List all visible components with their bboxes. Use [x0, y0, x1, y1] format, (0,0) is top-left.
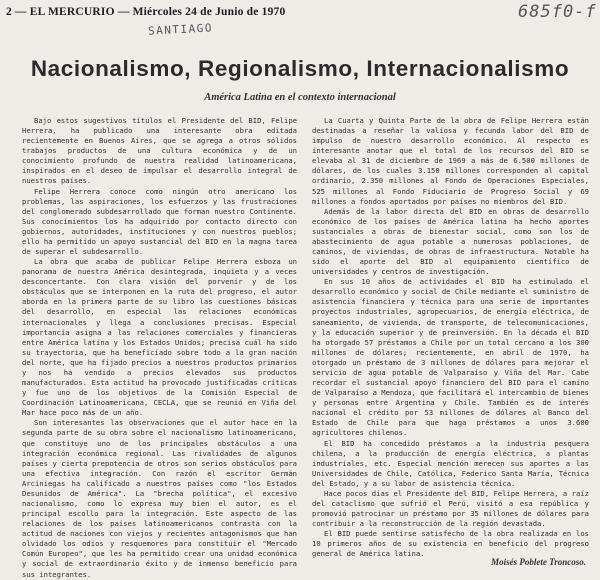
article-right-column: [312, 116, 589, 559]
newspaper-masthead: 2 — EL MERCURIO — Miércoles 24 de Junio de 1970: [6, 6, 286, 18]
paragraph: Bajo estos sugestivos títulos el Presidente del BID, Felipe Herrera, ha publicado una interesante obra editada recientemente en Buenos Aires, que se agrega a otros sólidos trabajos productos de una cultura económica y de un conocimiento profundo de nuestra realidad latinoamericana, inspirados en el deseo de impulsar el desarrollo integral de nuestros países.: [22, 116, 297, 186]
article-subtitle: América Latina en el contexto internacional: [204, 92, 396, 103]
paragraph: El BID puede sentirse satisfecho de la obra realizada en los 10 primeros años de su existencia en beneficio del progreso general de América latina.: [312, 529, 589, 559]
handwritten-catalog-code: 685f0-f: [518, 2, 597, 22]
handwritten-city-note: SANTIAGO: [147, 21, 214, 38]
paragraph: Hace pocos días el Presidente del BID, Felipe Herrera, a raíz del cataclismo que sufrió el Perú, visitó a esa república y promovió patrocinar un préstamo por 35 millones de dólares para contribuir a la reconstrucción de la región devastada.: [312, 488, 589, 529]
author-byline: Moisés Poblete Troncoso.: [491, 557, 586, 567]
paragraph: En sus 10 años de actividades el BID ha estimulado el desarrollo económico y social de Chile mediante el suministro de asistencia financiera y técnica para una serie de importantes proyectos industriales, agropecuarios, de energía eléctrica, de saneamiento, de vivienda, de transporte, de telecomunicaciones, y la educación superior y de preinversión. En la década el BID ha otorgado 57 préstamos a Chile por un total cercano a los 300 millones de dólares; recientemente, en abril de 1970, ha otorgado un préstamo de 3 millones de dólares para mejorar el servicio de agua potable de Valparaíso y Viña del Mar. Cabe recordar el sustancial apoyo financiero del BID para el camino de Valparaíso a Mendoza, que facilitará el intercambio de bienes y personas entre Argentina y Chile. También es de interés nacional el crédito por 53 millones de dólares al Banco del Estado de Chile para que haga préstamos a unos 3.600 agricultores chilenos.: [312, 277, 589, 438]
paragraph: La Cuarta y Quinta Parte de la obra de Felipe Herrera están destinadas a reseñar la valiosa y fecunda labor del BID de impulso de nuestro desarrollo económico. Al respecto es interesante anotar que el total de los recursos del BID se elevaba al 31 de diciembre de 1969 a más de 6.500 millones de dólares, de los cuales 3.150 millones corresponden al capital ordinario, 2.350 millones al Fondo de Operaciones Especiales, 525 millones al Fondo Fiduciario de Progreso Social y 69 millones a fondos aportados por países no miembros del BID.: [312, 116, 589, 206]
article-title: Nacionalismo, Regionalismo, Internacionalismo: [30, 56, 570, 81]
paragraph: La obra que acaba de publicar Felipe Herrera esboza un panorama de nuestra América desintegrada, inquieta y a veces desconcertante. Con clara visión del porvenir y de los obstáculos que se interponen en la ruta del progreso, el autor aborda en la primera parte de su libro las cuestiones básicas del desarrollo, en especial las relaciones económicas internacionales y llega a conclusiones precisas. Especial importancia asigna a las relaciones comerciales y financieras entre América latina y los Estados Unidos; precisa cuál ha sido su trayectoria, que ha beneficiado sobre todo a la gran nación del norte, que ha fijado precios a nuestros productos primarios y nos ha vendido a precios elevados sus productos manufacturados. Esta actitud ha provocado justificadas críticas y fue uno de los objetivos de la Comisión Especial de Coordinación Latinoamericana, CECLA, que se reunió en Viña del Mar hace poco más de un año.: [22, 257, 297, 418]
article-left-column: [22, 116, 297, 579]
paragraph: Además de la labor directa del BID en obras de desarrollo económico de los países de América latina ha hecho aportes sustanciales a obras de bienestar social, como son los de abastecimiento de agua potable a numerosas poblaciones, de caminos, de viviendas, de obras de infraestructura. Notable ha sido el aporte del BID al equipamiento científico de universidades y centros de investigación.: [312, 206, 589, 277]
paragraph: Felipe Herrera conoce como ningún otro americano los problemas, las aspiraciones, los esfuerzos y las frustraciones del conglomerado subdesarrollado que forman nuestro Continente. Sus conocimientos los ha adquirido por contacto directo con gobiernos, autoridades, instituciones y con nuestros pueblos; ello ha permitido un apoyo sustancial del BID en la magna tarea de superar el subdesarrollo.: [22, 186, 297, 257]
paragraph: El BID ha concedido préstamos a la industria pesquera chilena, a la producción de energía eléctrica, a plantas industriales, etc. Especial mención merecen sus aportes a las Universidades de Chile, Católica, Federico Santa María, Técnica del Estado, y a su labor de asistencia técnica.: [312, 438, 589, 488]
paragraph: Son interesantes las observaciones que el autor hace en la segunda parte de su obra sobre el nacionalismo latinoamericano, que constituye uno de los principales obstáculos a una integración económica regional. Las rivalidades de algunos países y cierta prepotencia de otros son serios obstáculos para una efectiva integración. Con razón el escritor Germán Arciniegas ha calificado a nuestros países como "los Estados Desunidos de América". La "brecha política", el excesivo nacionalismo, como lo expresa muy bien el autor, es el principal escollo para la integración. Este aspecto de las relaciones de los países latinoamericanos contrasta con la actitud de naciones con viejos y recientes antagonismos que han olvidado los odios y resquemores para constituir el "Mercado Común Europeo", que les ha permitido crear una unidad económica y social de extraordinario éxito y de inmenso beneficio para sus integrantes.: [22, 418, 297, 579]
